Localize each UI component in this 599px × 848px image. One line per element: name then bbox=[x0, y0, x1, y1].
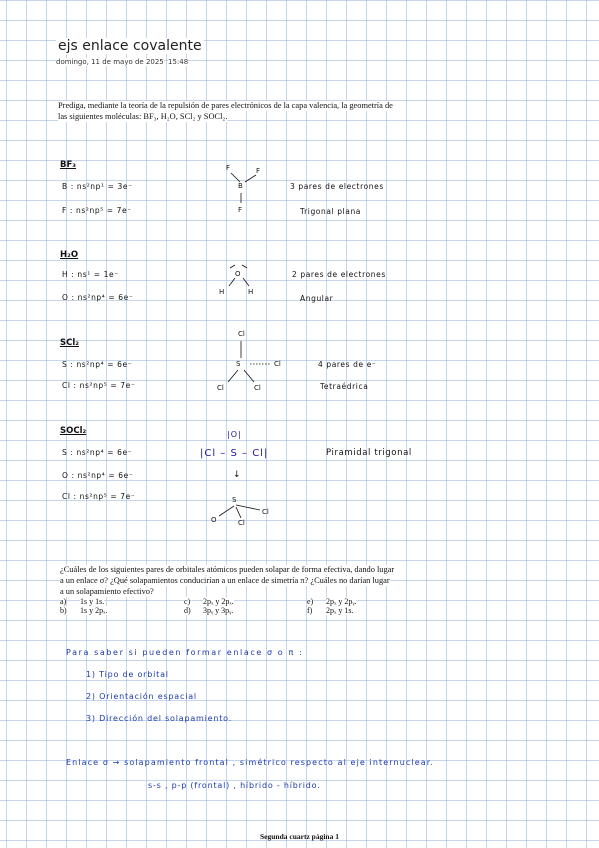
bf3-config-b: B : ns²np¹ = 3e⁻ bbox=[62, 182, 133, 191]
bf3-atom-f1: F bbox=[226, 164, 231, 172]
scl2-atom-cl-right: Cl bbox=[274, 360, 281, 368]
scl2-pairs: 4 pares de e⁻ bbox=[318, 360, 377, 369]
h2o-pairs: 2 pares de electrones bbox=[292, 270, 386, 279]
page-footer: Segunda cuartz página 1 bbox=[260, 832, 339, 841]
socl2-geometry: Piramidal trigonal bbox=[326, 448, 412, 458]
question2-line1: ¿Cuáles de los siguientes pares de orbitales atómicos pueden solapar de forma efectiva, dando lugar bbox=[60, 565, 395, 574]
option-c-letter: c) bbox=[184, 597, 191, 606]
question1-line2: las siguientes moléculas: BF₃, H₂O, SCl₂ y SOCl₂. bbox=[58, 112, 228, 121]
bf3-atom-b: B bbox=[238, 182, 243, 190]
socl2-config-cl: Cl : ns²np⁵ = 7e⁻ bbox=[62, 492, 136, 501]
scl2-config-cl: Cl : ns²np⁵ = 7e⁻ bbox=[62, 381, 136, 390]
notes-intro: Para saber si pueden formar enlace σ o π : bbox=[66, 648, 304, 657]
option-d-letter: d) bbox=[184, 606, 191, 615]
socl2-atom-o: O bbox=[211, 516, 217, 524]
notes-item-2: 2) Orientación espacial bbox=[86, 692, 197, 701]
socl2-bonds bbox=[214, 500, 269, 525]
socl2-lewis-oxygen: |O| bbox=[227, 430, 242, 439]
h2o-bonds bbox=[226, 262, 266, 292]
socl2-heading: SOCl₂ bbox=[60, 426, 87, 436]
bf3-config-f: F : ns²np⁵ = 7e⁻ bbox=[62, 206, 132, 215]
option-b-letter: b) bbox=[60, 606, 67, 615]
page-date: domingo, 11 de mayo de 2025 bbox=[56, 58, 164, 66]
option-f-letter: f) bbox=[307, 606, 313, 615]
h2o-atom-h2: H bbox=[248, 288, 254, 296]
page-time: 15:48 bbox=[168, 58, 189, 66]
notes-sigma-examples: s-s , p-p (frontal) , híbrido - híbrido. bbox=[148, 781, 321, 790]
scl2-geometry: Tetraédrica bbox=[320, 382, 369, 391]
option-e-letter: e) bbox=[307, 597, 314, 606]
socl2-atom-cl-right: Cl bbox=[262, 508, 269, 516]
scl2-atom-cl-left: Cl bbox=[217, 384, 224, 392]
bf3-bonds bbox=[228, 170, 268, 210]
bf3-heading: BF₃ bbox=[60, 160, 77, 170]
question1-line1: Prediga, mediante la teoría de la repulsión de pares electrónicos de la capa valencia, la geometría de bbox=[58, 101, 393, 110]
scl2-atom-cl-top: Cl bbox=[238, 330, 245, 338]
option-f-text: 2pₓ y 1s. bbox=[326, 606, 354, 615]
h2o-config-h: H : ns¹ = 1e⁻ bbox=[62, 270, 119, 279]
notes-sigma: Enlace σ → solapamiento frontal , simétrico respecto al eje internuclear. bbox=[66, 758, 435, 767]
option-d-text: 3pᵧ y 3pᵧ. bbox=[203, 606, 234, 615]
notes-item-3: 3) Dirección del solapamiento. bbox=[86, 714, 233, 723]
socl2-config-o: O : ns²np⁴ = 6e⁻ bbox=[62, 471, 134, 480]
h2o-atom-o: O bbox=[235, 270, 241, 278]
h2o-config-o: O : ns²np⁴ = 6e⁻ bbox=[62, 293, 134, 302]
scl2-atom-s: S bbox=[236, 360, 241, 368]
question2-line2: a un enlace σ? ¿Qué solapamientos conducirían a un enlace de simetría π? ¿Cuáles no darían lugar bbox=[60, 576, 390, 585]
bf3-pairs: 3 pares de electrones bbox=[290, 182, 384, 191]
option-c-text: 2pₓ y 2pₓ. bbox=[203, 597, 234, 606]
h2o-atom-h1: H bbox=[219, 288, 225, 296]
h2o-geometry: Angular bbox=[300, 294, 334, 303]
socl2-config-s: S : ns²np⁴ = 6e⁻ bbox=[62, 448, 133, 457]
scl2-atom-cl-bottom: Cl bbox=[254, 384, 261, 392]
option-b-text: 1s y 2pₓ. bbox=[80, 606, 108, 615]
question2-line3: a un solapamiento efectivo? bbox=[60, 587, 154, 596]
scl2-config-s: S : ns²np⁴ = 6e⁻ bbox=[62, 360, 133, 369]
page-title: ejs enlace covalente bbox=[58, 38, 202, 54]
option-a-text: 1s y 1s. bbox=[80, 597, 105, 606]
notes-item-1: 1) Tipo de orbital bbox=[86, 670, 169, 679]
h2o-heading: H₂O bbox=[60, 250, 79, 260]
scl2-bonds bbox=[220, 338, 280, 388]
bf3-geometry: Trigonal plana bbox=[300, 207, 362, 216]
socl2-atom-cl-bottom: Cl bbox=[238, 519, 245, 527]
bf3-atom-f2: F bbox=[256, 167, 261, 175]
socl2-atom-s: S bbox=[232, 496, 237, 504]
socl2-lewis-structure: |Cl – S – Cl| bbox=[200, 448, 269, 459]
option-e-text: 2pₓ y 2pᵧ. bbox=[326, 597, 357, 606]
scl2-heading: SCl₂ bbox=[60, 338, 79, 348]
bf3-atom-f3: F bbox=[238, 206, 243, 214]
option-a-letter: a) bbox=[60, 597, 67, 606]
socl2-arrow: ↓ bbox=[233, 470, 242, 480]
